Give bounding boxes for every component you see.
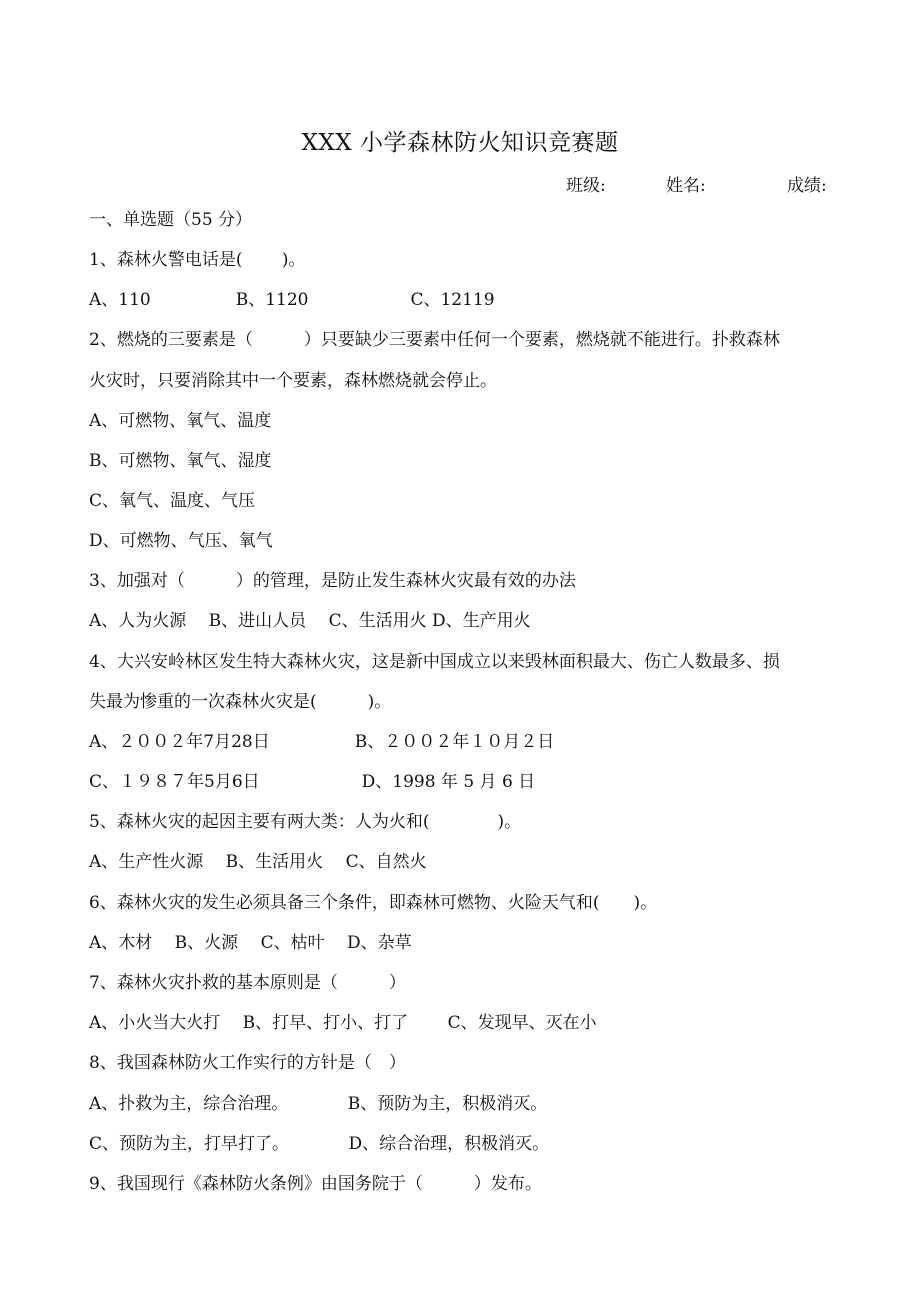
question-4-continued: 失最为惨重的一次森林火灾是( )。 <box>89 692 392 712</box>
question-3: 3、加强对（ ）的管理，是防止发生森林火灾最有效的办法 <box>89 571 576 591</box>
question-5: 5、森林火灾的起因主要有两大类：人为火和( )。 <box>89 812 522 832</box>
score-label: 成绩: <box>787 176 827 196</box>
question-4-options-cd: C、１９８７年5月6日 D、1998 年 5 月 6 日 <box>89 772 536 792</box>
question-8-options-cd: C、预防为主，打早打了。 D、综合治理，积极消灭。 <box>89 1134 550 1154</box>
question-7: 7、森林火灾扑救的基本原则是（ ） <box>89 973 406 993</box>
question-2-option-c: C、氧气、温度、气压 <box>89 491 256 511</box>
question-7-options: A、小火当大火打 B、打早、打小、打了 C、发现早、灭在小 <box>89 1013 597 1033</box>
question-9: 9、我国现行《森林防火条例》由国务院于（ ）发布。 <box>89 1174 542 1194</box>
name-label: 姓名: <box>666 176 706 196</box>
question-6-options: A、木材 B、火源 C、枯叶 D、杂草 <box>89 933 412 953</box>
question-8: 8、我国森林防火工作实行的方针是（ ） <box>89 1053 406 1073</box>
question-2: 2、燃烧的三要素是（ ）只要缺少三要素中任何一个要素，燃烧就不能进行。扑救森林 <box>89 330 780 350</box>
question-1-options: A、110 B、1120 C、12119 <box>89 290 495 310</box>
section-heading: 一、单选题（55 分） <box>89 210 253 230</box>
question-2-option-b: B、可燃物、氧气、湿度 <box>89 451 272 471</box>
page-title: XXX 小学森林防火知识竞赛题 <box>301 130 619 156</box>
question-5-options: A、生产性火源 B、生活用火 C、自然火 <box>89 852 427 872</box>
question-2-option-a: A、可燃物、氧气、温度 <box>89 411 272 431</box>
question-1: 1、森林火警电话是( )。 <box>89 250 306 270</box>
question-2-option-d: D、可燃物、气压、氧气 <box>89 531 273 551</box>
question-8-options-ab: A、扑救为主，综合治理。 B、预防为主，积极消灭。 <box>89 1094 548 1114</box>
question-3-options: A、人为火源 B、进山人员 C、生活用火 D、生产用火 <box>89 611 531 631</box>
question-4: 4、大兴安岭林区发生特大森林火灾，这是新中国成立以来毁林面积最大、伤亡人数最多、损 <box>89 652 780 672</box>
class-label: 班级: <box>566 176 606 196</box>
question-6: 6、森林火灾的发生必须具备三个条件，即森林可燃物、火险天气和( )。 <box>89 893 658 913</box>
question-4-options-ab: A、２００２年7月28日 B、２００２年１０月２日 <box>89 732 555 752</box>
question-2-continued: 火灾时，只要消除其中一个要素，森林燃烧就会停止。 <box>89 371 497 391</box>
